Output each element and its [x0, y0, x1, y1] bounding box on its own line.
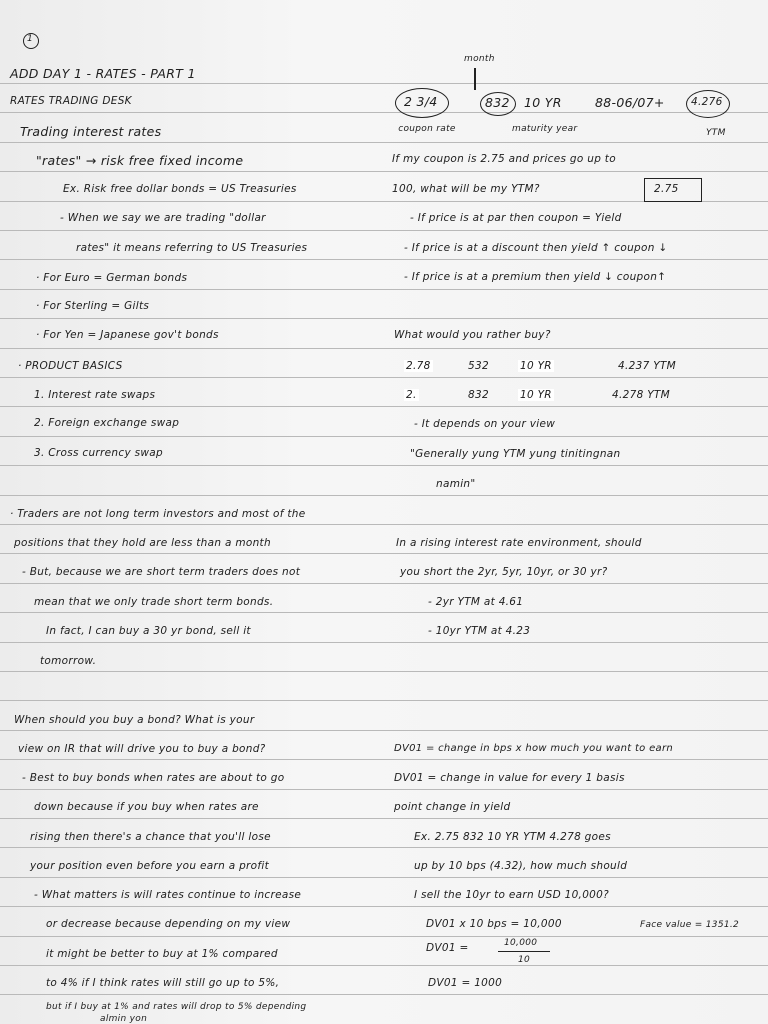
quote-row-1-coupon: 2.78: [406, 360, 431, 372]
left-line: your position even before you earn a profit: [30, 860, 270, 872]
left-line: it might be better to buy at 1% compared: [46, 948, 278, 960]
ruled-line: [0, 318, 768, 319]
ruled-line: [0, 406, 768, 407]
left-line: "rates" → risk free fixed income: [36, 153, 244, 168]
right-line: - If price is at a premium then yield ↓ coupon↑: [404, 271, 667, 283]
quote-row-2-ytm: 4.278 YTM: [612, 389, 670, 401]
left-line: - But, because we are short term traders does not: [22, 566, 301, 578]
ruled-line: [0, 994, 768, 995]
ruled-line: [0, 759, 768, 760]
left-line: to 4% if I think rates will still go up to 5%,: [46, 977, 280, 989]
ruled-line: [0, 818, 768, 819]
right-line: - 2yr YTM at 4.61: [428, 596, 524, 608]
ruled-line: [0, 230, 768, 231]
ruled-line: [0, 142, 768, 143]
left-line: Trading interest rates: [20, 124, 162, 139]
ruled-line: [0, 171, 768, 172]
right-line: If my coupon is 2.75 and prices go up to: [392, 153, 616, 165]
quote-row-2-coupon: 2.: [406, 389, 417, 401]
ruled-line: [0, 847, 768, 848]
left-line: 3. Cross currency swap: [34, 447, 163, 459]
ruled-line: [0, 642, 768, 643]
left-line: rising then there's a chance that you'll lose: [30, 831, 271, 843]
ruled-line: [0, 877, 768, 878]
ruled-line: [0, 936, 768, 937]
right-line: Ex. 2.75 832 10 YR YTM 4.278 goes: [414, 831, 611, 843]
product-basics-heading: · PRODUCT BASICS: [18, 360, 123, 372]
left-line: Ex. Risk free dollar bonds = US Treasuries: [63, 183, 297, 195]
quote-row-1-ytm: 4.237 YTM: [618, 360, 676, 372]
ruled-line: [0, 348, 768, 349]
quote-coupon: 2 3/4: [404, 94, 438, 109]
face-value: Face value = 1351.2: [640, 920, 740, 930]
ruled-line: [0, 436, 768, 437]
quote-ytm: 4.276: [691, 96, 723, 108]
ruled-line: [0, 730, 768, 731]
margin-note: almin yon: [100, 1014, 148, 1024]
maturity-year-label: maturity year: [512, 124, 578, 134]
fraction-bar: [498, 951, 550, 952]
right-line: - If price is at a discount then yield ↑ coupon ↓: [404, 242, 668, 254]
calc-dv01-equation: DV01 x 10 bps = 10,000: [426, 918, 562, 930]
ruled-line: [0, 612, 768, 613]
ruled-line: [0, 583, 768, 584]
quote-row-2-tenor: 10 YR: [520, 389, 552, 401]
left-line: · For Sterling = Gilts: [36, 300, 150, 312]
right-line: What would you rather buy?: [394, 329, 551, 341]
quote-row-1-tenor: 10 YR: [520, 360, 552, 372]
ruled-line: [0, 83, 768, 84]
ruled-line: [0, 965, 768, 966]
calc-numerator: 10,000: [504, 938, 538, 948]
ruled-line: [0, 524, 768, 525]
ruled-line: [0, 671, 768, 672]
ytm-answer: 2.75: [654, 183, 679, 195]
left-line: - When we say we are trading "dollar: [60, 212, 266, 224]
left-line: 1. Interest rate swaps: [34, 389, 156, 401]
ruled-line: [0, 495, 768, 496]
right-line: - If price is at par then coupon = Yield: [410, 212, 622, 224]
quote-row-2-month: 832: [468, 389, 489, 401]
left-line: but if I buy at 1% and rates will drop to 5% depending: [46, 1002, 307, 1012]
left-line: or decrease because depending on my view: [46, 918, 291, 930]
left-line: down because if you buy when rates are: [34, 801, 259, 813]
left-line: · Traders are not long term investors and most of the: [10, 508, 306, 520]
right-line: up by 10 bps (4.32), how much should: [414, 860, 628, 872]
right-line: "Generally yung YTM yung tinitingnan: [410, 448, 621, 460]
right-line: DV01 = change in bps x how much you want to earn: [394, 743, 674, 754]
left-line: · For Euro = German bonds: [36, 272, 188, 284]
ruled-line: [0, 377, 768, 378]
quote-price: 88-06/07+: [595, 95, 665, 110]
ruled-line: [0, 112, 768, 113]
right-line: point change in yield: [394, 801, 511, 813]
quote-month: 832: [485, 95, 510, 110]
quote-row-1-month: 532: [468, 360, 489, 372]
ruled-line: [0, 553, 768, 554]
desk-heading: RATES TRADING DESK: [10, 95, 132, 107]
right-line: you short the 2yr, 5yr, 10yr, or 30 yr?: [400, 566, 608, 578]
ytm-label: YTM: [706, 128, 726, 138]
ruled-line: [0, 259, 768, 260]
ruled-line: [0, 789, 768, 790]
left-line: 2. Foreign exchange swap: [34, 417, 180, 429]
left-line: When should you buy a bond? What is your: [14, 714, 255, 726]
ruled-line: [0, 906, 768, 907]
left-line: tomorrow.: [40, 655, 97, 667]
calc-dv01-fraction-left: DV01 =: [426, 942, 469, 954]
left-line: In fact, I can buy a 30 yr bond, sell it: [46, 625, 251, 637]
calc-dv01-result: DV01 = 1000: [428, 977, 503, 989]
left-line: - What matters is will rates continue to increase: [34, 889, 302, 901]
right-line: - 10yr YTM at 4.23: [428, 625, 531, 637]
right-line: In a rising interest rate environment, should: [396, 537, 642, 549]
right-line: I sell the 10yr to earn USD 10,000?: [414, 889, 610, 901]
month-arrow: [474, 68, 476, 90]
left-line: · For Yen = Japanese gov't bonds: [36, 329, 219, 341]
right-line: DV01 = change in value for every 1 basis: [394, 772, 625, 784]
ruled-line: [0, 465, 768, 466]
ruled-line: [0, 289, 768, 290]
left-line: view on IR that will drive you to buy a bond?: [18, 743, 266, 755]
left-line: rates" it means referring to US Treasuries: [76, 242, 308, 254]
right-line: namin": [436, 478, 476, 490]
quote-tenor: 10 YR: [524, 95, 562, 110]
left-line: mean that we only trade short term bonds.: [34, 596, 274, 608]
ruled-line: [0, 700, 768, 701]
month-label: month: [464, 54, 495, 64]
left-line: positions that they hold are less than a month: [14, 537, 271, 549]
page-number: 1: [27, 34, 34, 44]
coupon-rate-label: coupon rate: [398, 124, 456, 134]
right-line: - It depends on your view: [414, 418, 556, 430]
calc-denominator: 10: [518, 955, 531, 965]
title-line: ADD DAY 1 - RATES - PART 1: [10, 66, 196, 81]
right-line: 100, what will be my YTM?: [392, 183, 540, 195]
left-line: - Best to buy bonds when rates are about to go: [22, 772, 285, 784]
